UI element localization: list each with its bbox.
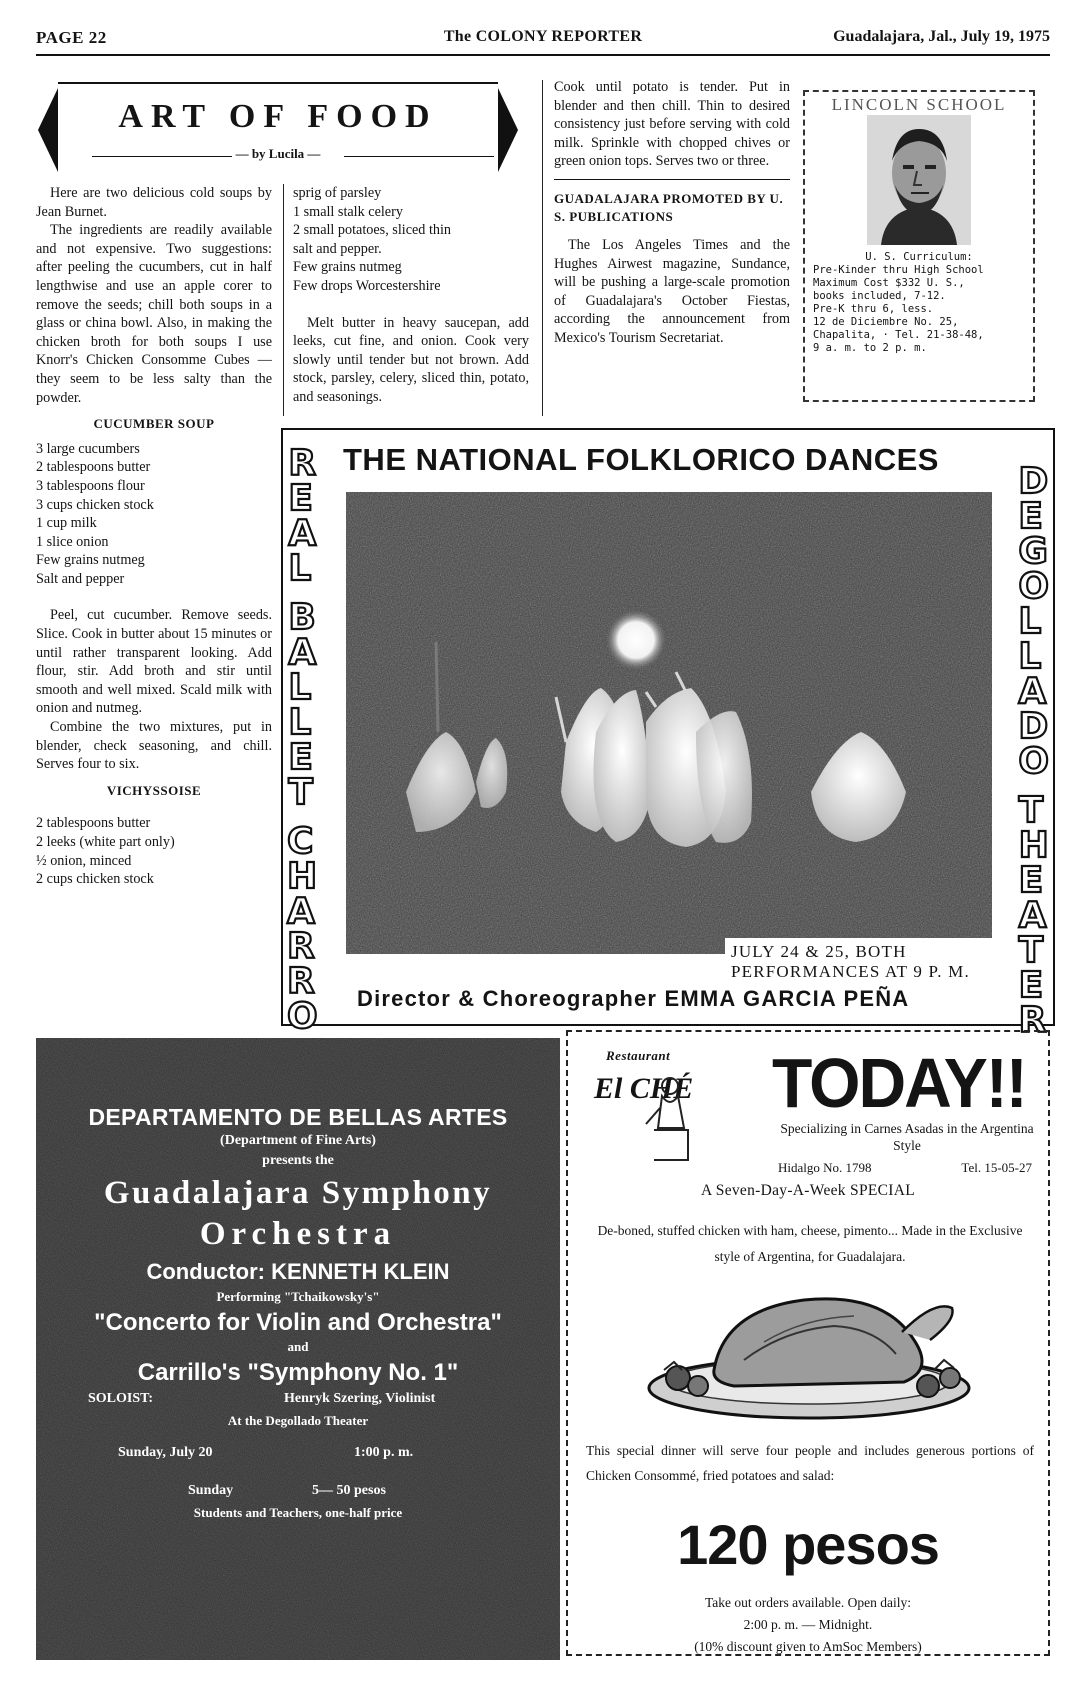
price-row xyxy=(36,1483,560,1503)
vertical-letter: O xyxy=(1018,566,1049,607)
vertical-letter: E xyxy=(288,478,313,519)
vertical-letter: L xyxy=(1018,636,1042,677)
school-info-line: 12 de Diciembre No. 25, xyxy=(813,316,959,328)
vertical-word-degollado xyxy=(1018,461,1049,782)
ingredient-line: 2 cups chicken stock xyxy=(36,871,154,888)
ingredient-line: ½ onion, minced xyxy=(36,852,132,869)
folklorico-title: THE NATIONAL FOLKLORICO DANCES xyxy=(343,442,939,477)
soloist-label: SOLOIST: xyxy=(88,1391,154,1406)
column-divider xyxy=(283,184,284,416)
header-frame xyxy=(58,82,498,168)
dish-description: De-boned, stuffed chicken with ham, cheese, pimento... Made in the Exclusive style of Argentina, for Guadalajara. xyxy=(597,1223,1023,1264)
member-discount: (10% discount given to AmSoc Members) xyxy=(694,1639,922,1654)
specialty-text: Specializing in Carnes Asadas in the Argentina Style xyxy=(780,1121,1034,1153)
logo-text: El CHÉ xyxy=(594,1072,694,1105)
cucumber-method-2: Combine the two mixtures, put in blender, check seasoning, and chill. Serves four to six. xyxy=(36,719,272,773)
food-column-2 xyxy=(293,184,529,407)
dinner-note: This special dinner will serve four people and includes generous portions of Chicken Consommé, fried potatoes and salad: xyxy=(586,1443,1034,1483)
vertical-letter: R xyxy=(1018,1000,1047,1041)
restaurant-ad xyxy=(566,1030,1050,1656)
ingredient-line: salt and pepper. xyxy=(293,240,382,257)
concert-date: Sunday, July 20 xyxy=(118,1445,213,1460)
vertical-letter: A xyxy=(288,513,317,554)
vertical-letter: A xyxy=(1018,895,1047,936)
restaurant-phone: Tel. 15-05-27 xyxy=(961,1160,1032,1175)
masthead xyxy=(36,22,1050,56)
lincoln-school-ad xyxy=(803,90,1035,402)
vichyssoise-method: Melt butter in heavy saucepan, add leeks, cut fine, and onion. Cook very slowly until tender but not brown. Add stock, parsley, celery, sliced thin, potato, and seasonings. xyxy=(293,314,529,405)
column-title: ART OF FOOD xyxy=(118,98,438,135)
cucumber-method-1: Peel, cut cucumber. Remove seeds. Slice. Cook in butter about 15 minutes or until rather transparent looking. Add flour, stir. Add broth and stir until smooth and well mixed. Scald milk with onion and nutmeg. xyxy=(36,607,272,717)
restaurant-address: Hidalgo No. 1798 xyxy=(778,1160,872,1175)
price-day: Sunday xyxy=(188,1483,234,1498)
venue-line: At the Degollado Theater xyxy=(227,1413,369,1428)
dancers-image xyxy=(346,492,992,954)
school-info-line: books included, 7-12. xyxy=(813,290,946,302)
vertical-letter: T xyxy=(1018,790,1044,831)
and-text: and xyxy=(287,1339,309,1354)
cucumber-ingredients xyxy=(36,440,272,589)
vertical-word-charro xyxy=(287,821,318,1037)
date-row xyxy=(36,1445,560,1465)
ingredient-line: 1 cup milk xyxy=(36,515,97,532)
ingredient-line: 3 large cucumbers xyxy=(36,440,140,457)
promo-body: The Los Angeles Times and the Hughes Airwest magazine, Sundance, will be pushing a large-scale promotion of Guadalajara's October Fiestas, according the announcement from Mexico's Tourism Secretariat. xyxy=(554,236,790,346)
food-column-1 xyxy=(36,184,272,889)
issue-date: Guadalajara, Jal., July 19, 1975 xyxy=(833,28,1050,45)
school-name: LINCOLN SCHOOL xyxy=(831,95,1007,114)
chicken-platter-image xyxy=(634,1270,984,1430)
gaucho-illustration xyxy=(588,1068,698,1168)
byline-rule-right xyxy=(344,156,494,157)
school-info-line: Pre-Kinder thru High School xyxy=(813,264,984,276)
school-info-line: Pre-K thru 6, less. xyxy=(813,303,934,315)
orchestra-word: Orchestra xyxy=(199,1216,397,1252)
vertical-letter: D xyxy=(1018,706,1049,747)
soloist-name: Henryk Szering, Violinist xyxy=(284,1391,436,1406)
vertical-letter: A xyxy=(1018,671,1047,712)
column-divider xyxy=(542,80,543,416)
vertical-letter: R xyxy=(287,926,315,967)
vertical-text-left xyxy=(287,443,318,1037)
vertical-word-ballet xyxy=(288,597,317,813)
performance-dates: JULY 24 & 25, BOTH PERFORMANCES AT 9 P. M. xyxy=(725,938,995,986)
vertical-letter: G xyxy=(1018,531,1048,572)
page-number: PAGE 22 xyxy=(36,28,107,47)
presents-text: presents the xyxy=(262,1153,334,1168)
vertical-letter: T xyxy=(1018,930,1044,971)
vertical-letter: D xyxy=(1018,461,1049,502)
vertical-letter: T xyxy=(288,772,313,813)
chicken-platter-illustration xyxy=(634,1270,984,1430)
department-translation: (Department of Fine Arts) xyxy=(220,1133,376,1148)
vertical-letter: C xyxy=(287,821,314,862)
header-right-arrow xyxy=(498,88,518,172)
department-name: DEPARTAMENTO DE BELLAS ARTES xyxy=(88,1104,508,1130)
intro-paragraph-1: Here are two delicious cold soups by Jean Burnet. xyxy=(36,185,272,220)
discount-line: Students and Teachers, one-half price xyxy=(193,1505,403,1520)
director-credit: Director & Choreographer EMMA GARCIA PEÑA xyxy=(357,986,910,1011)
ticket-price: 5— 50 pesos xyxy=(312,1483,386,1498)
vertical-letter: L xyxy=(288,667,312,708)
soloist-row xyxy=(36,1391,560,1411)
intro-paragraph-2: The ingredients are readily available and not expensive. Two suggestions: after peeling the cucumbers, cut in half lengthwise and use an apple corer to remove the seeds; chill both soups in a glass or china bowl. Also, in making the chicken broth for both soups I use Knorr's Chicken Consomme Cubes — they seem to be less salty than the powder. xyxy=(36,222,272,406)
ingredient-line: sprig of parsley xyxy=(293,185,382,201)
vertical-letter: B xyxy=(288,597,316,638)
vertical-word-real xyxy=(288,443,317,589)
vertical-letter: E xyxy=(1018,965,1044,1006)
school-info-line: Maximum Cost $332 U. S., xyxy=(813,277,965,289)
vertical-letter: A xyxy=(288,632,317,673)
school-info-line: U. S. Curriculum: xyxy=(865,251,973,263)
vichyssoise-heading: VICHYSSOISE xyxy=(106,782,202,798)
vertical-letter: O xyxy=(1018,741,1049,782)
dinner-price: 120 pesos xyxy=(677,1513,939,1576)
vertical-text-right xyxy=(1018,461,1049,1041)
ingredient-line: Salt and pepper xyxy=(36,570,125,587)
ingredient-line: 2 tablespoons butter xyxy=(36,459,151,476)
work-title-1: "Concerto for Violin and Orchestra" xyxy=(94,1309,502,1336)
ingredient-line: Few drops Worcestershire xyxy=(293,277,441,294)
vertical-word-theater xyxy=(1018,790,1049,1041)
school-info-line: Chapalita, · Tel. 21-38-48, xyxy=(813,329,984,341)
vichyssoise-ingredients-a xyxy=(36,814,272,888)
hours-line: 2:00 p. m. — Midnight. xyxy=(743,1617,873,1632)
byline: — by Lucila — xyxy=(235,146,321,161)
ingredient-line: 3 tablespoons flour xyxy=(36,477,145,494)
cucumber-soup-heading: CUCUMBER SOUP xyxy=(93,416,215,432)
restaurant-label: Restaurant xyxy=(606,1048,671,1063)
restaurant-logo xyxy=(588,1068,698,1168)
ingredient-line: Few grains nutmeg xyxy=(36,552,145,569)
header-left-arrow xyxy=(38,88,58,172)
conductor-line: Conductor: KENNETH KLEIN xyxy=(146,1259,450,1284)
work-title-2: Carrillo's "Symphony No. 1" xyxy=(137,1359,459,1386)
vichyssoise-method-2: Cook until potato is tender. Put in blender and then chill. Thin to desired consistency just before serving with cold milk. Sprinkle with chopped chives or green onion tops. Serves two or three. xyxy=(554,79,790,170)
concert-time: 1:00 p. m. xyxy=(354,1445,414,1460)
vertical-letter: L xyxy=(1018,601,1042,642)
ingredient-line: 1 small stalk celery xyxy=(293,203,403,220)
ingredient-line: 2 tablespoons butter xyxy=(36,815,151,832)
school-info-line: 9 a. m. to 2 p. m. xyxy=(813,342,927,354)
vertical-letter: H xyxy=(1018,825,1049,866)
orchestra-name: Guadalajara Symphony xyxy=(103,1175,493,1211)
symphony-ad xyxy=(36,1038,560,1660)
vertical-letter: E xyxy=(1018,860,1044,901)
newspaper-title: The COLONY REPORTER xyxy=(443,28,643,45)
promo-headline: GUADALAJARA PROMOTED BY U. S. PUBLICATIONS xyxy=(554,190,784,224)
vertical-letter: L xyxy=(288,702,312,743)
restaurant-footer xyxy=(568,1592,1048,1658)
today-headline: TODAY!! xyxy=(772,1044,1026,1122)
dance-photo xyxy=(346,492,992,954)
weekly-special: A Seven-Day-A-Week SPECIAL xyxy=(700,1182,916,1199)
performing-line: Performing "Tchaikowsky's" xyxy=(216,1289,380,1304)
ingredient-line: Few grains nutmeg xyxy=(293,259,402,276)
vertical-letter: O xyxy=(287,996,318,1037)
vertical-letter: E xyxy=(288,737,313,778)
vertical-letter: R xyxy=(287,961,315,1002)
ingredient-line: 2 small potatoes, sliced thin xyxy=(293,222,452,239)
takeout-line: Take out orders available. Open daily: xyxy=(705,1595,911,1610)
ingredient-line: 3 cups chicken stock xyxy=(36,496,154,513)
vertical-letter: H xyxy=(287,856,318,897)
ingredient-line: 1 slice onion xyxy=(36,533,109,550)
food-column-3 xyxy=(554,78,790,348)
ingredient-line: 2 leeks (white part only) xyxy=(36,834,175,850)
vertical-letter: E xyxy=(1018,496,1043,537)
portrait-image xyxy=(867,115,971,245)
art-of-food-header xyxy=(38,82,518,174)
section-rule xyxy=(554,179,790,180)
vichyssoise-ingredients-b xyxy=(293,184,529,296)
vertical-letter: R xyxy=(288,443,317,484)
folklorico-ad xyxy=(281,428,1055,1041)
lincoln-portrait xyxy=(867,115,971,245)
vertical-letter: L xyxy=(288,548,312,589)
vertical-letter: A xyxy=(287,891,315,932)
